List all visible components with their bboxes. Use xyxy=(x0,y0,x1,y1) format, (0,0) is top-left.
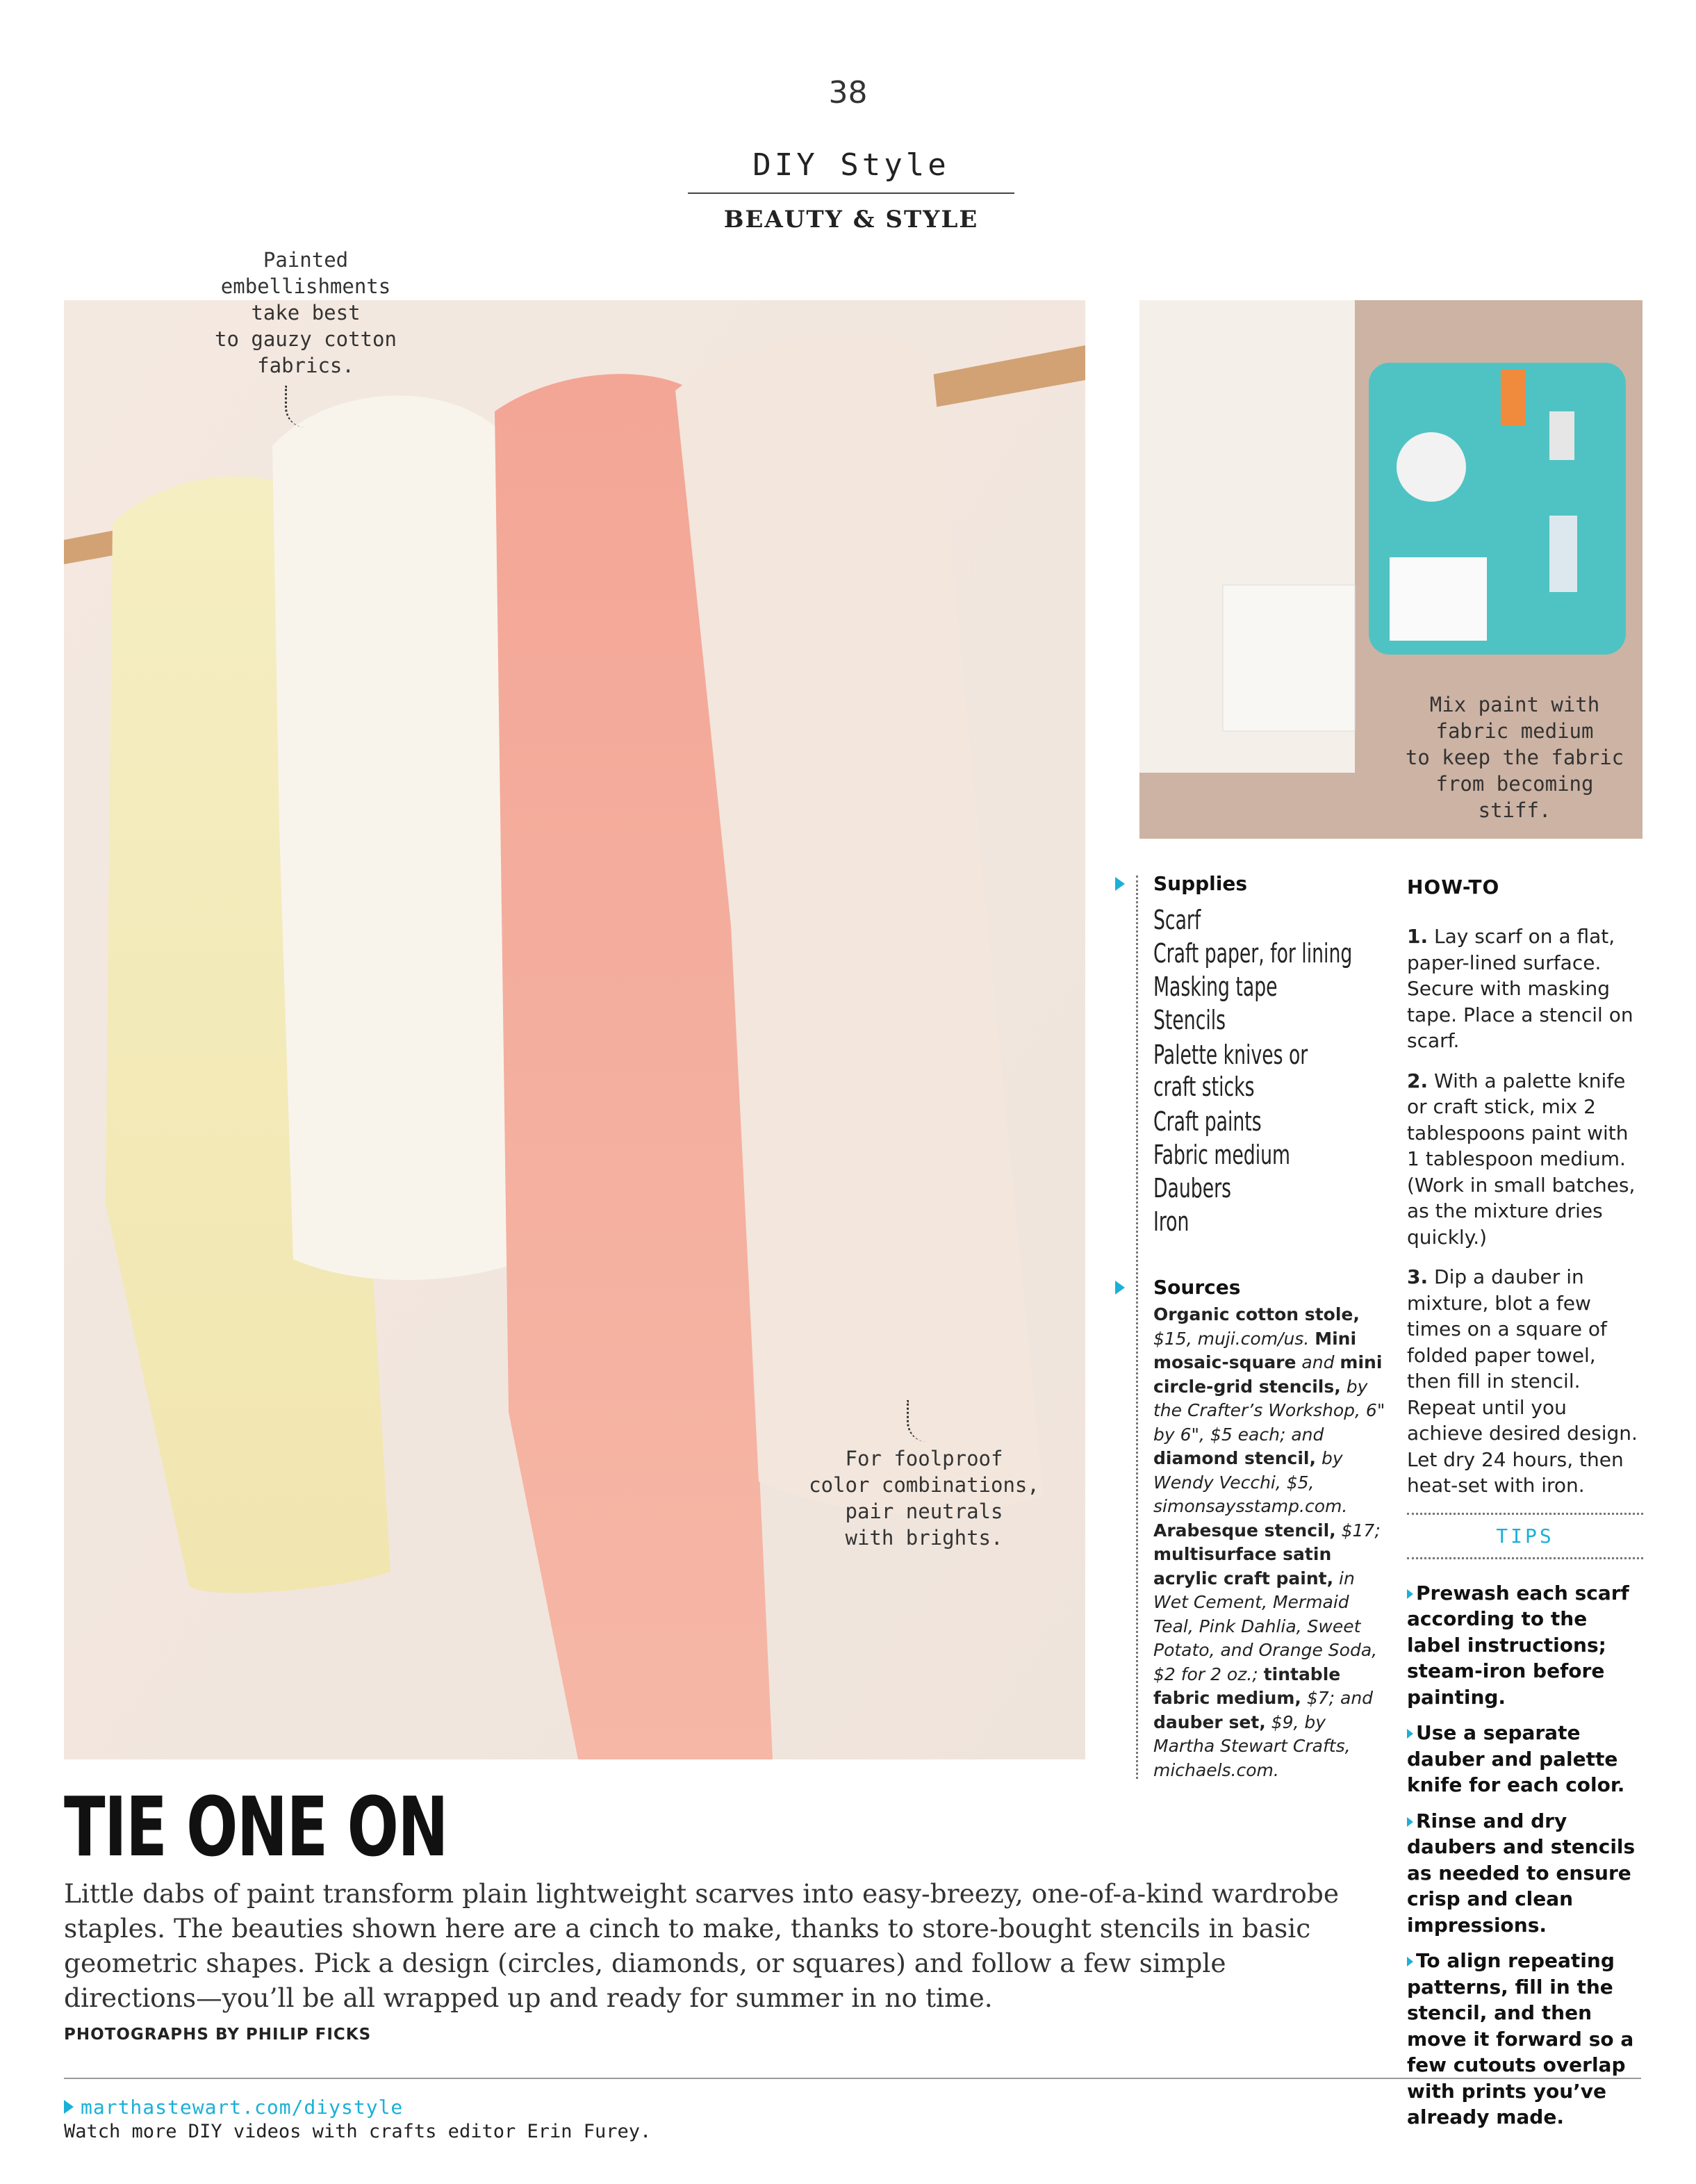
section-rule xyxy=(688,192,1014,194)
howto-heading: HOW-TO xyxy=(1407,876,1500,898)
supply-item: Iron xyxy=(1153,1206,1189,1237)
tip-arrow-icon xyxy=(1407,1957,1413,1967)
supply-item: Daubers xyxy=(1153,1173,1231,1204)
tip-arrow-icon xyxy=(1407,1729,1413,1739)
supply-item: Fabric medium xyxy=(1153,1140,1291,1170)
tip-item: Use a separate dauber and palette knife for each color. xyxy=(1407,1721,1625,1796)
sources-arrow-icon xyxy=(1115,1281,1125,1295)
tips-heading: TIPS xyxy=(1496,1524,1554,1547)
tip-arrow-icon xyxy=(1407,1589,1413,1599)
sources-text: Organic cotton stole, $15, muji.com/us. Mini mosaic-square and mini circle-grid stencils, by the Crafter’s Workshop, 6" by 6", $5 each; and diamond stencil, by Wendy Vecchi, $5, simonsaysstamp.com. Arabesque stencil, $17; multisurface satin acrylic craft paint, in Wet Cement, Mermaid Teal, Pink Dahlia, Sweet Potato, and Orange Soda, $2 for 2 oz.; tintable fabric medium, $7; and dauber set, $9, by Martha Stewart Crafts, michaels.com. xyxy=(1153,1304,1385,1780)
tips-divider xyxy=(1407,1513,1643,1515)
supply-item: Scarf xyxy=(1153,905,1201,935)
callout-color-combinations: For foolproof color combinations, pair neutrals with brights. xyxy=(809,1447,1039,1550)
tip-item: Prewash each scarf according to the label instructions; steam-iron before painting. xyxy=(1407,1581,1629,1709)
howto-step: 1. Lay scarf on a flat, paper-lined surface. Secure with masking tape. Place a stencil on scarf. xyxy=(1407,925,1633,1052)
footer-text: Watch more DIY videos with crafts editor Erin Furey. xyxy=(64,2121,652,2142)
supplies-heading: Supplies xyxy=(1153,872,1248,895)
page-number: 38 xyxy=(828,75,868,110)
intro-text: Little dabs of paint transform plain lightweight scarves into easy-breezy, one-of-a-kind wardrobe staples. The beauties shown here are a cinch to make, thanks to store-bought stencils in basic geometric shapes. Pick a design (circles, diamonds, or squares) and follow a few simple directions—you’ll be all wrapped up and ready for summer in no time. xyxy=(64,1878,1340,2013)
supply-item: Stencils xyxy=(1153,1005,1226,1035)
tip-item: To align repeating patterns, fill in the stencil, and then move it forward so a few cutouts overlap with prints you’ve already made. xyxy=(1407,1949,1634,2128)
supplies-list xyxy=(1153,903,1390,1238)
tip-arrow-icon xyxy=(1407,1817,1413,1827)
howto-step: 3. Dip a dauber in mixture, blot a few times on a square of folded paper towel, then fill in stencil. Repeat until you achieve desired design. Let dry 24 hours, then heat-set with iron. xyxy=(1407,1265,1638,1497)
column-divider xyxy=(1136,876,1138,1779)
howto-step: 2. With a palette knife or craft stick, mix 2 tablespoons paint with 1 tablespoon medium. (Work in small batches, as the mixture dries quickly.) xyxy=(1407,1069,1636,1249)
footer-link[interactable]: marthastewart.com/diystyle xyxy=(81,2096,404,2119)
footer-rule xyxy=(64,2078,1641,2079)
callout-fabric-medium: Mix paint with fabric medium to keep the fabric from becoming stiff. xyxy=(1405,693,1624,822)
tip-item: Rinse and dry daubers and stencils as needed to ensure crisp and clean impressions. xyxy=(1407,1809,1636,1937)
section-subtitle: BEAUTY & STYLE xyxy=(723,206,979,233)
supply-item: Craft paper, for lining xyxy=(1153,938,1353,969)
supplies-arrow-icon xyxy=(1115,877,1125,891)
sources-heading: Sources xyxy=(1153,1276,1241,1299)
callout-gauzy-fabrics: Painted embellishments take best to gauzy cotton fabrics. xyxy=(215,248,397,377)
headline: TIE ONE ON xyxy=(64,1779,447,1875)
footer-arrow-icon xyxy=(64,2100,74,2114)
photo-credit: PHOTOGRAPHS BY PHILIP FICKS xyxy=(64,2026,372,2044)
section-title: DIY Style xyxy=(752,147,950,183)
supply-item: Craft paints xyxy=(1153,1106,1262,1137)
supply-item: craft sticks xyxy=(1153,1072,1255,1102)
supply-item: Palette knives or xyxy=(1153,1040,1308,1070)
supply-item: Masking tape xyxy=(1153,971,1278,1002)
tips-divider xyxy=(1407,1557,1643,1559)
howto-column xyxy=(1407,876,1643,2140)
